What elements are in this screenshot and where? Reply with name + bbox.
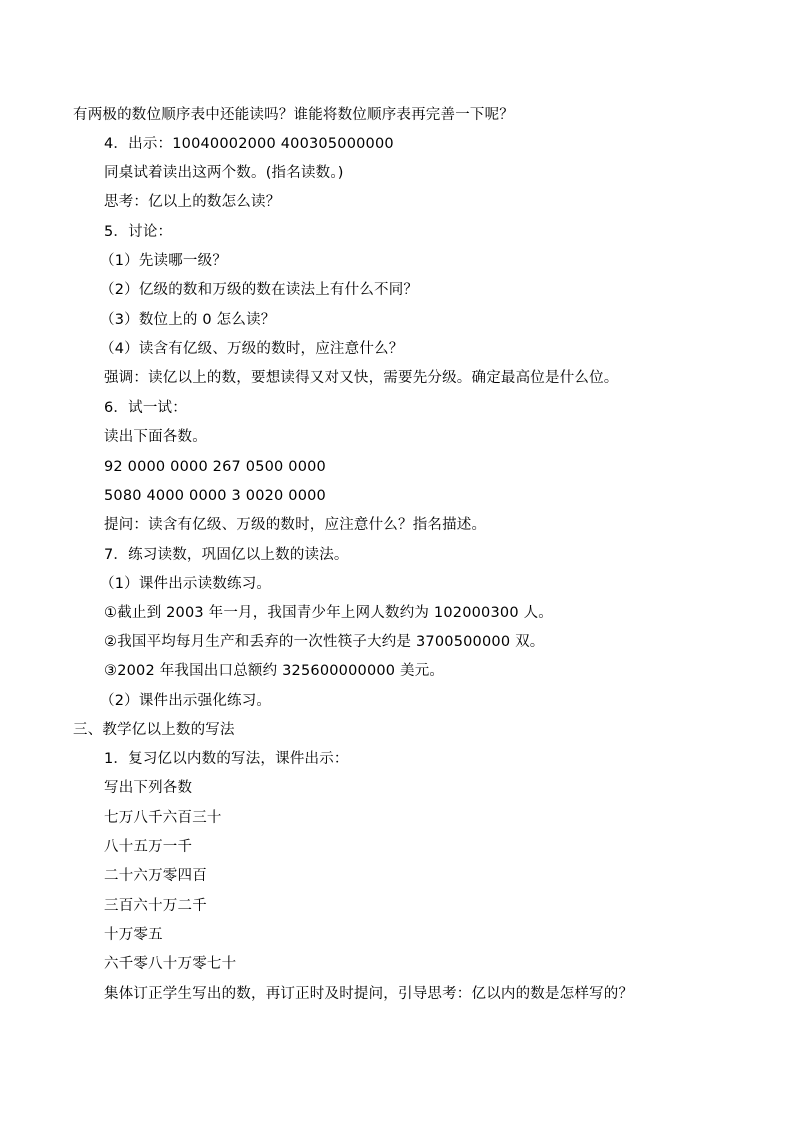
text-line-review: 1．复习亿以内数的写法，课件出示：: [104, 751, 349, 767]
text-line-step-7: 7．练习读数，巩固亿以上数的读法。: [104, 547, 349, 563]
text-line-step-4: 4．出示：10040002000 400305000000: [104, 136, 394, 152]
text-line-write-numbers: 写出下列各数: [104, 780, 193, 796]
text-line-practice-2: （2）课件出示强化练习。: [100, 693, 272, 709]
text-line-think: 思考：亿以上的数怎么读？: [104, 194, 281, 210]
text-line-question-intro: 有两极的数位顺序表中还能读吗？谁能将数位顺序表再完善一下呢？: [73, 107, 514, 123]
text-line-discuss-3: （3）数位上的 0 怎么读？: [100, 312, 276, 328]
text-line-number-word-5: 十万零五: [104, 927, 163, 943]
text-line-number-word-4: 三百六十万二千: [104, 898, 207, 914]
text-line-example-2: ②我国平均每月生产和丢弃的一次性筷子大约是 3700500000 双。: [104, 634, 545, 650]
text-line-practice-1: （1）课件出示读数练习。: [100, 576, 272, 592]
text-line-example-1: ①截止到 2003 年一月，我国青少年上网人数约为 102000300 人。: [104, 605, 553, 621]
text-line-read-numbers: 读出下面各数。: [104, 429, 207, 445]
text-line-discuss-2: （2）亿级的数和万级的数在读法上有什么不同？: [100, 282, 419, 298]
text-line-numbers-1: 92 0000 0000 267 0500 0000: [104, 459, 326, 475]
text-line-ask: 提问：读含有亿级、万级的数时，应注意什么？指名描述。: [104, 517, 487, 533]
text-line-step-6: 6．试一试：: [104, 400, 187, 416]
text-line-numbers-2: 5080 4000 0000 3 0020 0000: [104, 488, 326, 504]
text-line-emphasis: 强调：读亿以上的数，要想读得又对又快，需要先分级。确定最高位是什么位。: [104, 370, 619, 386]
text-line-number-word-2: 八十五万一千: [104, 839, 193, 855]
text-line-number-word-3: 二十六万零四百: [104, 868, 207, 884]
text-line-discuss-1: （1）先读哪一级？: [100, 253, 228, 269]
text-line-correction: 集体订正学生写出的数，再订正时及时提问，引导思考：亿以内的数是怎样写的？: [104, 986, 634, 1002]
text-line-number-word-6: 六千零八十万零七十: [104, 956, 237, 972]
text-line-pair-read: 同桌试着读出这两个数。(指名读数。): [104, 165, 344, 181]
section-heading-3: 三、教学亿以上数的写法: [73, 722, 235, 738]
text-line-step-5: 5．讨论：: [104, 224, 173, 240]
text-line-number-word-1: 七万八千六百三十: [104, 810, 222, 826]
text-line-discuss-4: （4）读含有亿级、万级的数时，应注意什么？: [100, 341, 404, 357]
text-line-example-3: ③2002 年我国出口总额约 325600000000 美元。: [104, 663, 445, 679]
